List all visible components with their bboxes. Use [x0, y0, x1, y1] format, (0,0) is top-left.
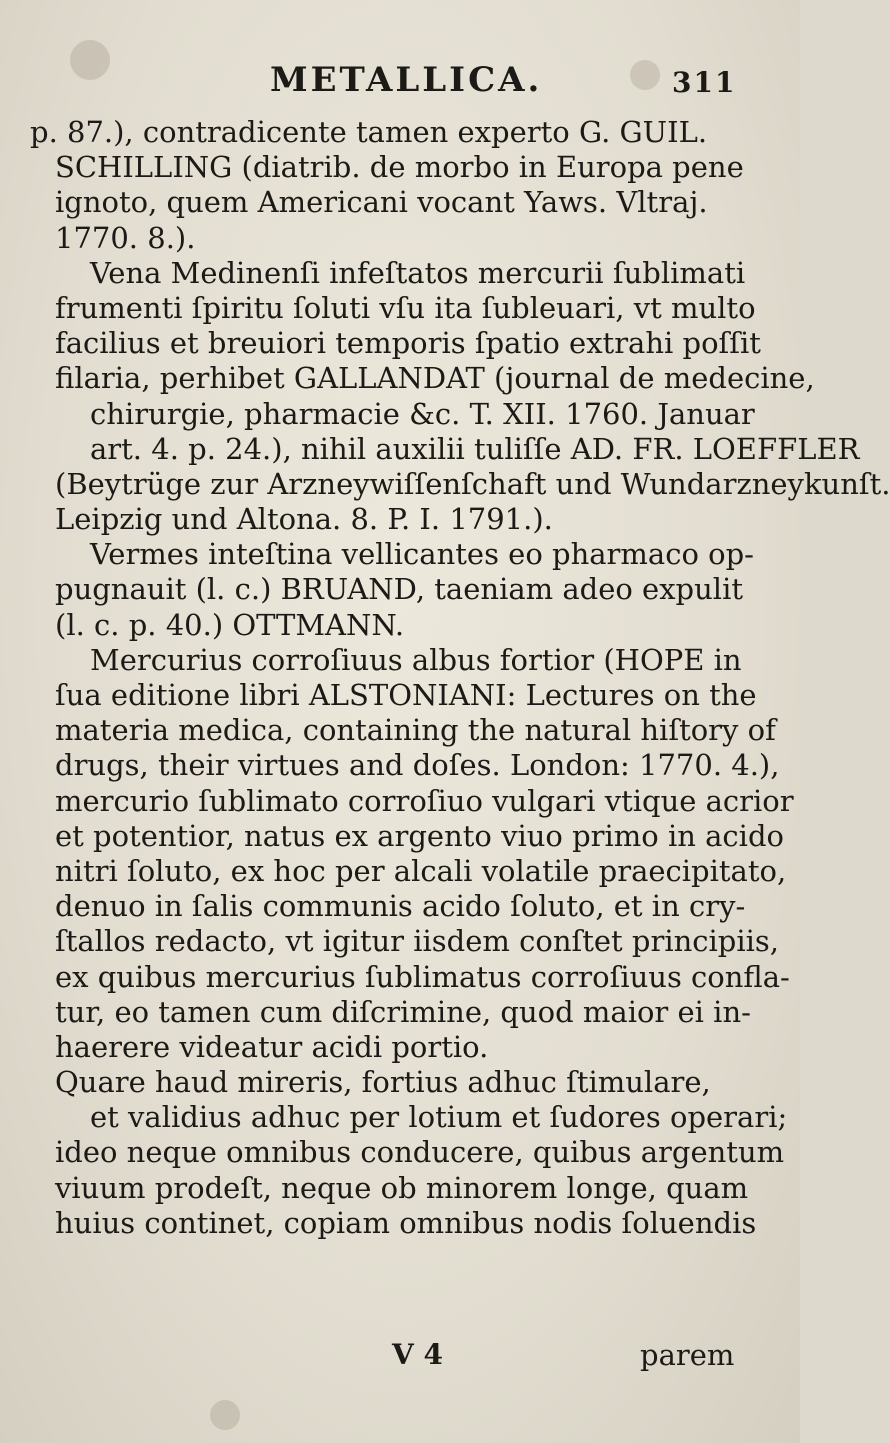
page-header [0, 40, 800, 100]
page-footer [0, 1338, 800, 1378]
text-line: drugs, their virtues and doſes. London: 1770. 4.), [55, 748, 780, 783]
text-line [30, 1276, 790, 1311]
text-line: p. 87.), contradicente tamen experto G. GUIL. [30, 115, 708, 149]
text-line: pugnauit (l. c.) BRUAND, taeniam adeo expulit [55, 572, 743, 607]
text-line: frumenti ſpiritu ſoluti vſu ita ſubleuari, vt multo [55, 290, 756, 325]
text-line: SCHILLING (diatrib. de morbo in Europa pene [55, 150, 744, 185]
text-line: Quare haud mireris, fortius adhuc ſtimulare, [55, 1065, 711, 1100]
text-line: ideo neque omnibus conducere, quibus argentum [55, 1135, 785, 1170]
text-line: et validius adhuc per lotium et ſudores operari; [90, 1100, 788, 1135]
text-line: materia medica, containing the natural hiſtory of [55, 713, 776, 748]
text-line: art. 4. p. 24.), nihil auxilii tuliſſe AD. FR. LOEFFLER [90, 431, 860, 466]
text-line: filaria, perhibet GALLANDAT (journal de medecine, [55, 361, 815, 396]
page-number: 311 [672, 66, 737, 99]
signature-mark: V 4 [392, 1338, 443, 1371]
text-line: Vena Medinenſi infeſtatos mercurii ſublimati [90, 255, 746, 290]
text-line: ſtallos redacto, vt igitur iisdem conſtet principiis, [55, 924, 780, 959]
body-text [30, 115, 890, 1311]
text-line: ignoto, quem Americani vocant Yaws. Vltraj. [55, 185, 708, 220]
text-line: 1770. 8.). [55, 220, 196, 255]
text-line: (l. c. p. 40.) OTTMANN. [55, 607, 405, 642]
text-line: ſua editione libri ALSTONIANI: Lectures on the [55, 678, 757, 712]
text-line: Mercurius corroſiuus albus fortior (HOPE in [90, 642, 742, 677]
text-line: (Beytrüge zur Arzneywiſſenſchaft und Wundarzneykunſt. [55, 466, 890, 501]
text-line: chirurgie, pharmacie &c. T. XII. 1760. Januar [90, 396, 755, 431]
text-line: ex quibus mercurius ſublimatus corroſiuus confla- [55, 959, 790, 994]
text-line: mercurio ſublimato corroſiuo vulgari vtique acrior [55, 783, 794, 818]
text-line: Vermes inteſtina vellicantes eo pharmaco op- [90, 537, 754, 572]
text-line: haerere videatur acidi portio. [55, 1029, 489, 1064]
catchword: parem [640, 1338, 735, 1372]
text-line: et potentior, natus ex argento viuo primo in acido [55, 818, 784, 853]
text-line: Leipzig und Altona. 8. P. I. 1791.). [55, 502, 553, 537]
ink-blot [210, 1400, 240, 1430]
text-line: tur, eo tamen cum diſcrimine, quod maior ei in- [55, 994, 751, 1029]
text-line [30, 1241, 790, 1276]
running-title: METALLICA. [270, 60, 543, 100]
text-line: viuum prodeſt, neque ob minorem longe, quam [55, 1170, 749, 1205]
text-line: huius continet, copiam omnibus nodis ſoluendis [55, 1205, 757, 1240]
text-line: denuo in ſalis communis acido ſoluto, et in cry- [55, 889, 746, 924]
text-line: facilius et breuiori temporis ſpatio extrahi poſſit [55, 326, 761, 361]
text-line: nitri ſoluto, ex hoc per alcali volatile praecipitato, [55, 853, 787, 888]
